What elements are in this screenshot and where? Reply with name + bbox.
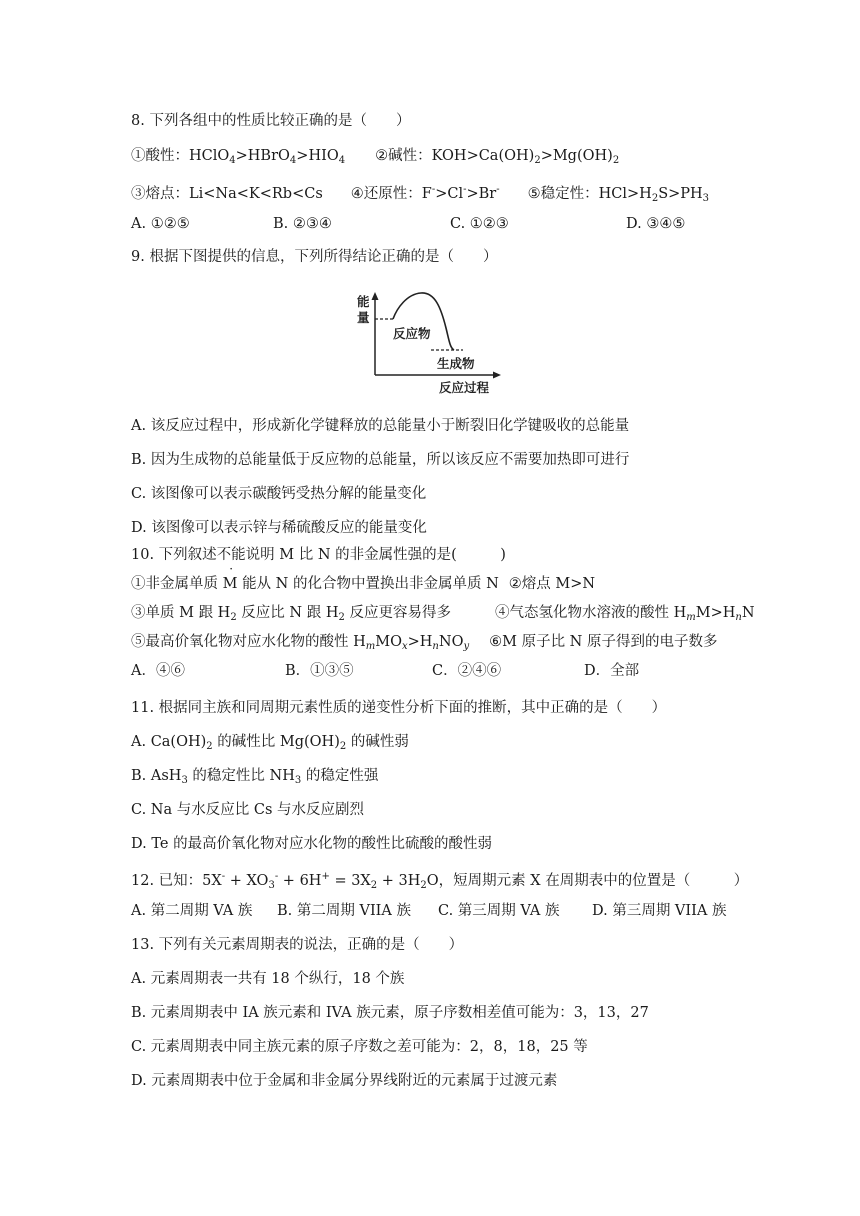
q12-option-c: C. 第三周期 VA 族 bbox=[438, 903, 560, 919]
q10-line1-part-2: ②熔点 M>N bbox=[508, 576, 596, 592]
q10-option-b: B．①③⑤ bbox=[285, 663, 354, 679]
energy-diagram bbox=[355, 288, 505, 398]
q8-option-c: C. ①②③ bbox=[450, 216, 509, 232]
q10-line2 bbox=[131, 604, 755, 627]
x-axis-arrow bbox=[493, 372, 501, 379]
q10-option-d: D．全部 bbox=[584, 663, 640, 679]
y-label-bottom: 量 bbox=[357, 310, 370, 325]
q10-stem-pre: 10. 下列叙述 bbox=[131, 547, 217, 563]
q10-option-a: A．④⑥ bbox=[131, 663, 185, 679]
q8-line1-part-1: ①酸性：$HClO_4>HBrO_4>HIO_4$ bbox=[131, 148, 346, 166]
q11-option-d: D. Te 的最高价氧化物对应水化物的酸性比硫酸的酸性弱 bbox=[131, 836, 493, 852]
q12-stem-part-1: 12. 已知：$5X^- + XO_3^- + 6H^+ = 3X_2 + 3H_2O$，短周期元素 X 在周期表中的位置是（ ） bbox=[131, 871, 749, 891]
q9-option-d: D. 该图像可以表示锌与稀硫酸反应的能量变化 bbox=[131, 520, 427, 536]
q13-option-d: D. 元素周期表中位于金属和非金属分界线附近的元素属于过渡元素 bbox=[131, 1073, 558, 1089]
q10-line3-part-1: ⑤最高价氧化物对应水化物的酸性 $H_mMO_x>H_nNO_y$ bbox=[131, 634, 470, 652]
q8-option-a: A. ①②⑤ bbox=[131, 216, 190, 232]
q8-line2-part-2: ④还原性：F->Cl->Br- bbox=[350, 184, 500, 202]
q13-option-b: B. 元素周期表中 IA 族元素和 IVA 族元素，原子序数相差值可能为：3，13，27 bbox=[131, 1005, 649, 1021]
q9-option-a: A. 该反应过程中，形成新化学键释放的总能量小于断裂旧化学键吸收的总能量 bbox=[131, 418, 630, 434]
y-axis-arrow bbox=[372, 292, 379, 300]
q11-stem: 11. 根据同主族和同周期元素性质的递变性分析下面的推断，其中正确的是（ ） bbox=[131, 700, 667, 716]
q10-stem-post: 说明 M 比 N 的非金属性强的是( ) bbox=[245, 547, 506, 563]
q11-option-b-part-1: B. AsH$_3$ 的稳定性比 $NH_3$ 的稳定性强 bbox=[131, 768, 379, 786]
q8-line2 bbox=[131, 181, 709, 208]
q12-option-b: B. 第二周期 VIIA 族 bbox=[277, 903, 411, 919]
energy-curve bbox=[393, 293, 454, 350]
q11-option-a bbox=[131, 733, 409, 756]
q9-stem: 9. 根据下图提供的信息，下列所得结论正确的是（ ） bbox=[131, 249, 498, 265]
q10-line2-part-1: ③单质 M 跟 $H_2$ 反应比 N 跟 $H_2$ 反应更容易得多 bbox=[131, 605, 451, 623]
q12-stem bbox=[131, 868, 748, 895]
q8-option-b: B. ②③④ bbox=[273, 216, 332, 232]
q9-option-c: C. 该图像可以表示碳酸钙受热分解的能量变化 bbox=[131, 486, 427, 502]
q13-option-a: A. 元素周期表一共有 18 个纵行，18 个族 bbox=[131, 971, 405, 987]
q11-option-c: C. Na 与水反应比 Cs 与水反应剧烈 bbox=[131, 802, 364, 818]
q11-option-a-part-1: A. $Ca(OH)_2$ 的碱性比 $Mg(OH)_2$ 的碱性弱 bbox=[131, 734, 409, 752]
product-label: 生成物 bbox=[437, 356, 475, 371]
q10-stem-emphasis: 不能 bbox=[216, 547, 246, 563]
q8-line2-part-1: ③熔点：Li<Na<K<Rb<Cs bbox=[131, 186, 323, 202]
q10-stem bbox=[131, 546, 506, 564]
q8-line2-part-3: ⑤稳定性：$HCl>H_2S>PH_3$ bbox=[527, 186, 710, 204]
q10-line3-part-2: ⑥M 原子比 N 原子得到的电子数多 bbox=[489, 634, 718, 650]
q10-option-c: C．②④⑥ bbox=[432, 663, 502, 679]
q10-line1-part-1: ①非金属单质 M 能从 N 的化合物中置换出非金属单质 N bbox=[131, 576, 499, 592]
q11-option-b bbox=[131, 767, 378, 790]
q10-line2-part-2: ④气态氢化物水溶液的酸性 $H_mM>H_nN$ bbox=[494, 605, 755, 623]
q10-line3 bbox=[131, 633, 717, 656]
reactant-label: 反应物 bbox=[393, 326, 431, 341]
q8-stem: 8. 下列各组中的性质比较正确的是（ ） bbox=[131, 113, 411, 129]
q12-option-a: A. 第二周期 VA 族 bbox=[131, 903, 253, 919]
x-axis-label: 反应过程 bbox=[439, 380, 490, 395]
q10-line1 bbox=[131, 575, 595, 593]
q8-line1 bbox=[131, 147, 619, 170]
q13-stem: 13. 下列有关元素周期表的说法，正确的是（ ） bbox=[131, 937, 464, 953]
q13-option-c: C. 元素周期表中同主族元素的原子序数之差可能为：2，8，18，25 等 bbox=[131, 1039, 588, 1055]
q8-option-d: D. ③④⑤ bbox=[626, 216, 686, 232]
q9-option-b: B. 因为生成物的总能量低于反应物的总能量，所以该反应不需要加热即可进行 bbox=[131, 452, 630, 468]
y-label-top: 能 bbox=[357, 294, 370, 309]
q8-line1-part-2: ②碱性：$KOH>Ca(OH)_2>Mg(OH)_2$ bbox=[375, 148, 620, 166]
q12-option-d: D. 第三周期 VIIA 族 bbox=[592, 903, 727, 919]
